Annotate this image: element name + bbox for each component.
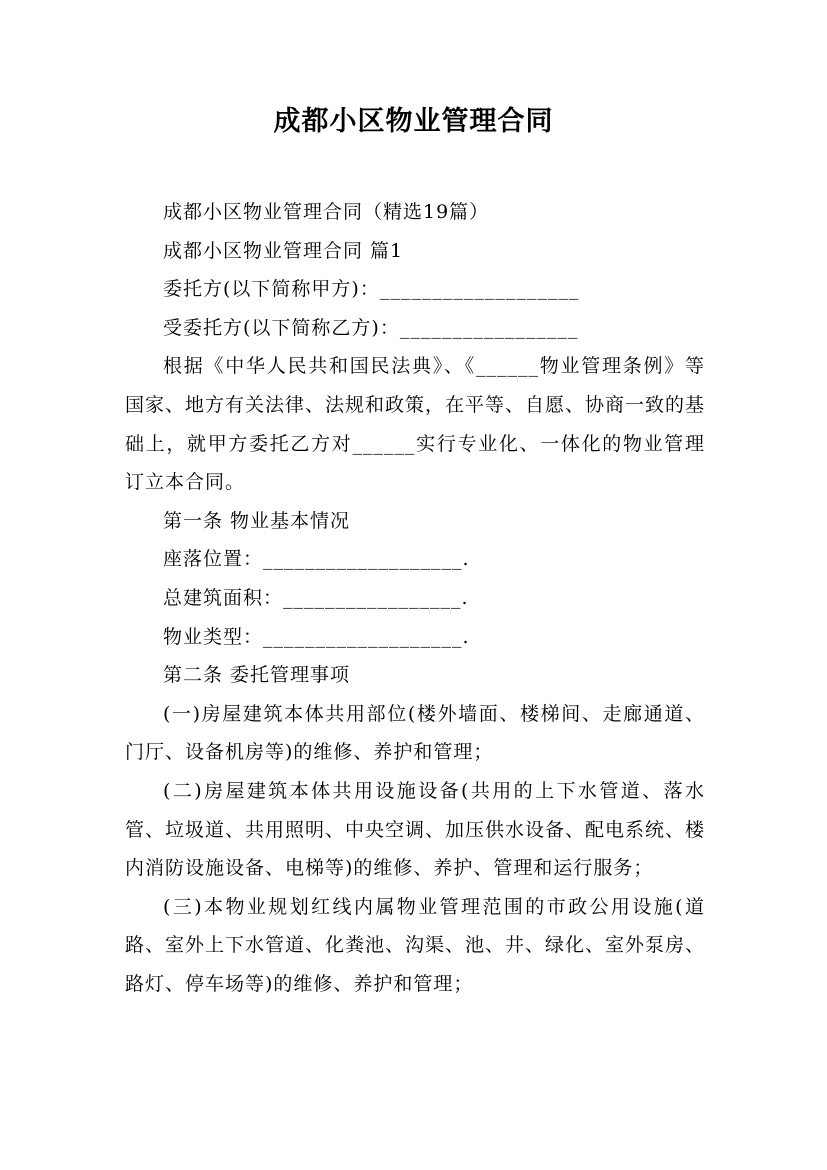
paragraph-total-area: 总建筑面积：_________________. <box>163 586 469 609</box>
paragraph-preamble: 根据《中华人民共和国民法典》、《______物业管理条例》等国家、地方有关法律、法规和政策，在平等、自愿、协商一致的基础上，就甲方委托乙方对______实行专业化、一体化的物业管理订立本合同。 <box>125 355 706 494</box>
paragraph-party-a: 委托方(以下简称甲方)：___________________ <box>163 278 580 301</box>
paragraph-article-1-heading: 第一条 物业基本情况 <box>163 509 351 532</box>
paragraph-section-heading: 成都小区物业管理合同 篇1 <box>163 239 404 262</box>
document-body <box>125 193 705 1003</box>
paragraph-item-1: (一)房屋建筑本体共用部位(楼外墙面、楼梯间、走廊通道、门厅、设备机房等)的维修、养护和管理； <box>125 702 705 764</box>
paragraph-collection-heading: 成都小区物业管理合同（精选19篇） <box>163 201 490 223</box>
document-title: 成都小区物业管理合同 <box>273 106 554 137</box>
paragraph-location: 座落位置：___________________. <box>163 548 470 571</box>
paragraph-item-2: (二)房屋建筑本体共用设施设备(共用的上下水管道、落水管、垃圾道、共用照明、中央空调、加压供水设备、配电系统、楼内消防设施设备、电梯等)的维修、养护、管理和运行服务； <box>125 779 706 880</box>
paragraph-party-b: 受委托方(以下简称乙方)：_________________ <box>163 316 579 339</box>
paragraph-item-3: (三)本物业规划红线内属物业管理范围的市政公用设施(道路、室外上下水管道、化粪池、沟渠、池、井、绿化、室外泵房、路灯、停车场等)的维修、养护和管理； <box>125 895 706 995</box>
paragraph-property-type: 物业类型：___________________. <box>163 625 470 648</box>
paragraph-article-2-heading: 第二条 委托管理事项 <box>163 664 351 687</box>
